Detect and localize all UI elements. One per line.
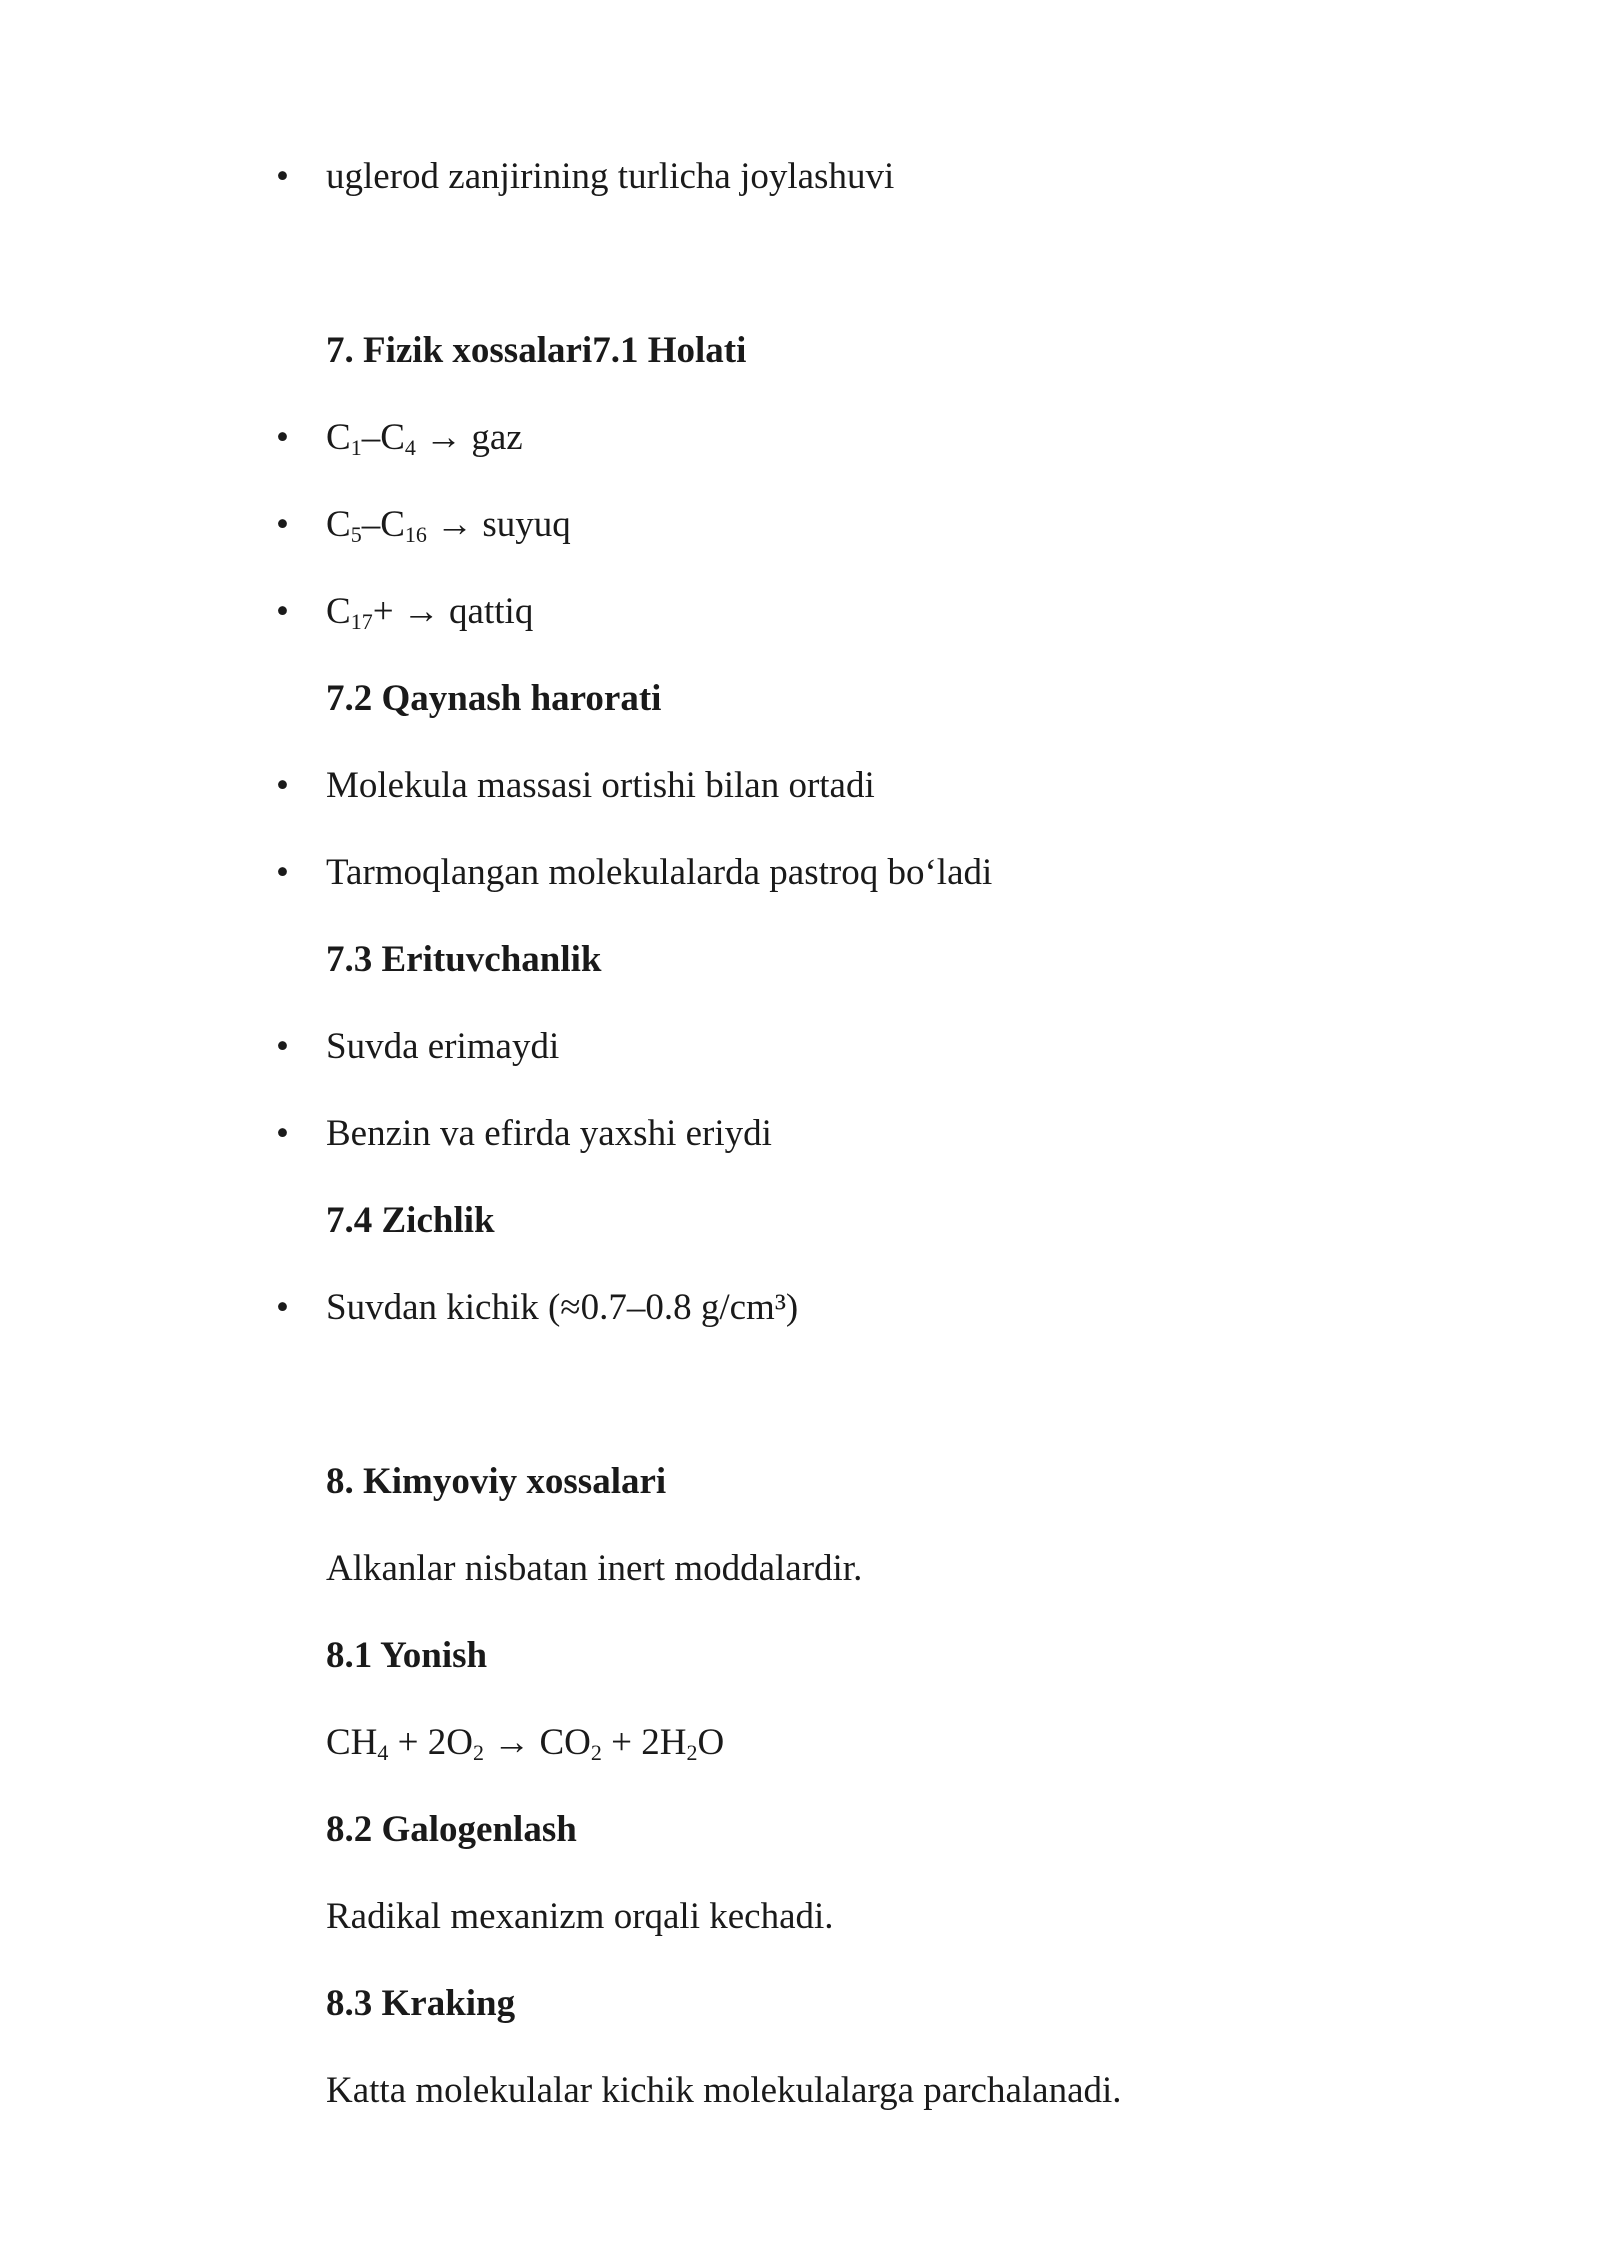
list-item-state-gas: $C_1-C_4$ → gaz xyxy=(326,417,523,460)
bullet-marker: • xyxy=(276,1287,289,1328)
bullet-marker: • xyxy=(276,417,289,458)
list-item-solubility-1: Suvda erimaydi xyxy=(326,1026,560,1067)
bullet-marker: • xyxy=(276,765,289,806)
paragraph-intro: Alkanlar nisbatan inert moddalardir. xyxy=(326,1548,863,1589)
list-item-state-liquid: $C_5-C_{16}$ → suyuq xyxy=(326,504,571,547)
bullet-marker: • xyxy=(276,504,289,545)
list-item-density-1: Suvdan kichik (≈0.7–0.8 g/cm³) xyxy=(326,1287,799,1328)
list-item-boiling-2: Tarmoqlangan molekulalarda pastroq bo‘ladi xyxy=(326,852,993,893)
list-item-state-solid: $C_{17}+$ → qattiq xyxy=(326,591,534,634)
subheading-halogenation: 8.2 Galogenlash xyxy=(326,1809,577,1850)
list-item-carbon-chain: uglerod zanjirining turlicha joylashuvi xyxy=(326,156,895,197)
bullet-marker: • xyxy=(276,591,289,632)
subheading-solubility: 7.3 Erituvchanlik xyxy=(326,939,602,980)
paragraph-halogenation: Radikal mexanizm orqali kechadi. xyxy=(326,1896,834,1937)
bullet-marker: • xyxy=(276,852,289,893)
subheading-boiling-point: 7.2 Qaynash harorati xyxy=(326,678,662,719)
subheading-combustion: 8.1 Yonish xyxy=(326,1635,488,1676)
list-item-solubility-2: Benzin va efirda yaxshi eriydi xyxy=(326,1113,772,1154)
subheading-cracking: 8.3 Kraking xyxy=(326,1983,516,2024)
combustion-equation: $CH_4 + 2O_2 \to CO_2 + 2H_2O$ xyxy=(326,1722,725,1765)
list-item-boiling-1: Molekula massasi ortishi bilan ortadi xyxy=(326,765,875,806)
section-heading-chemical-properties: 8. Kimyoviy xossalari xyxy=(326,1461,667,1502)
subheading-density: 7.4 Zichlik xyxy=(326,1200,495,1241)
bullet-marker: • xyxy=(276,156,289,197)
section-heading-physical-properties: 7. Fizik xossalari7.1 Holati xyxy=(326,330,747,371)
bullet-marker: • xyxy=(276,1113,289,1154)
paragraph-cracking: Katta molekulalar kichik molekulalarga parchalanadi. xyxy=(326,2070,1122,2111)
bullet-marker: • xyxy=(276,1026,289,1067)
